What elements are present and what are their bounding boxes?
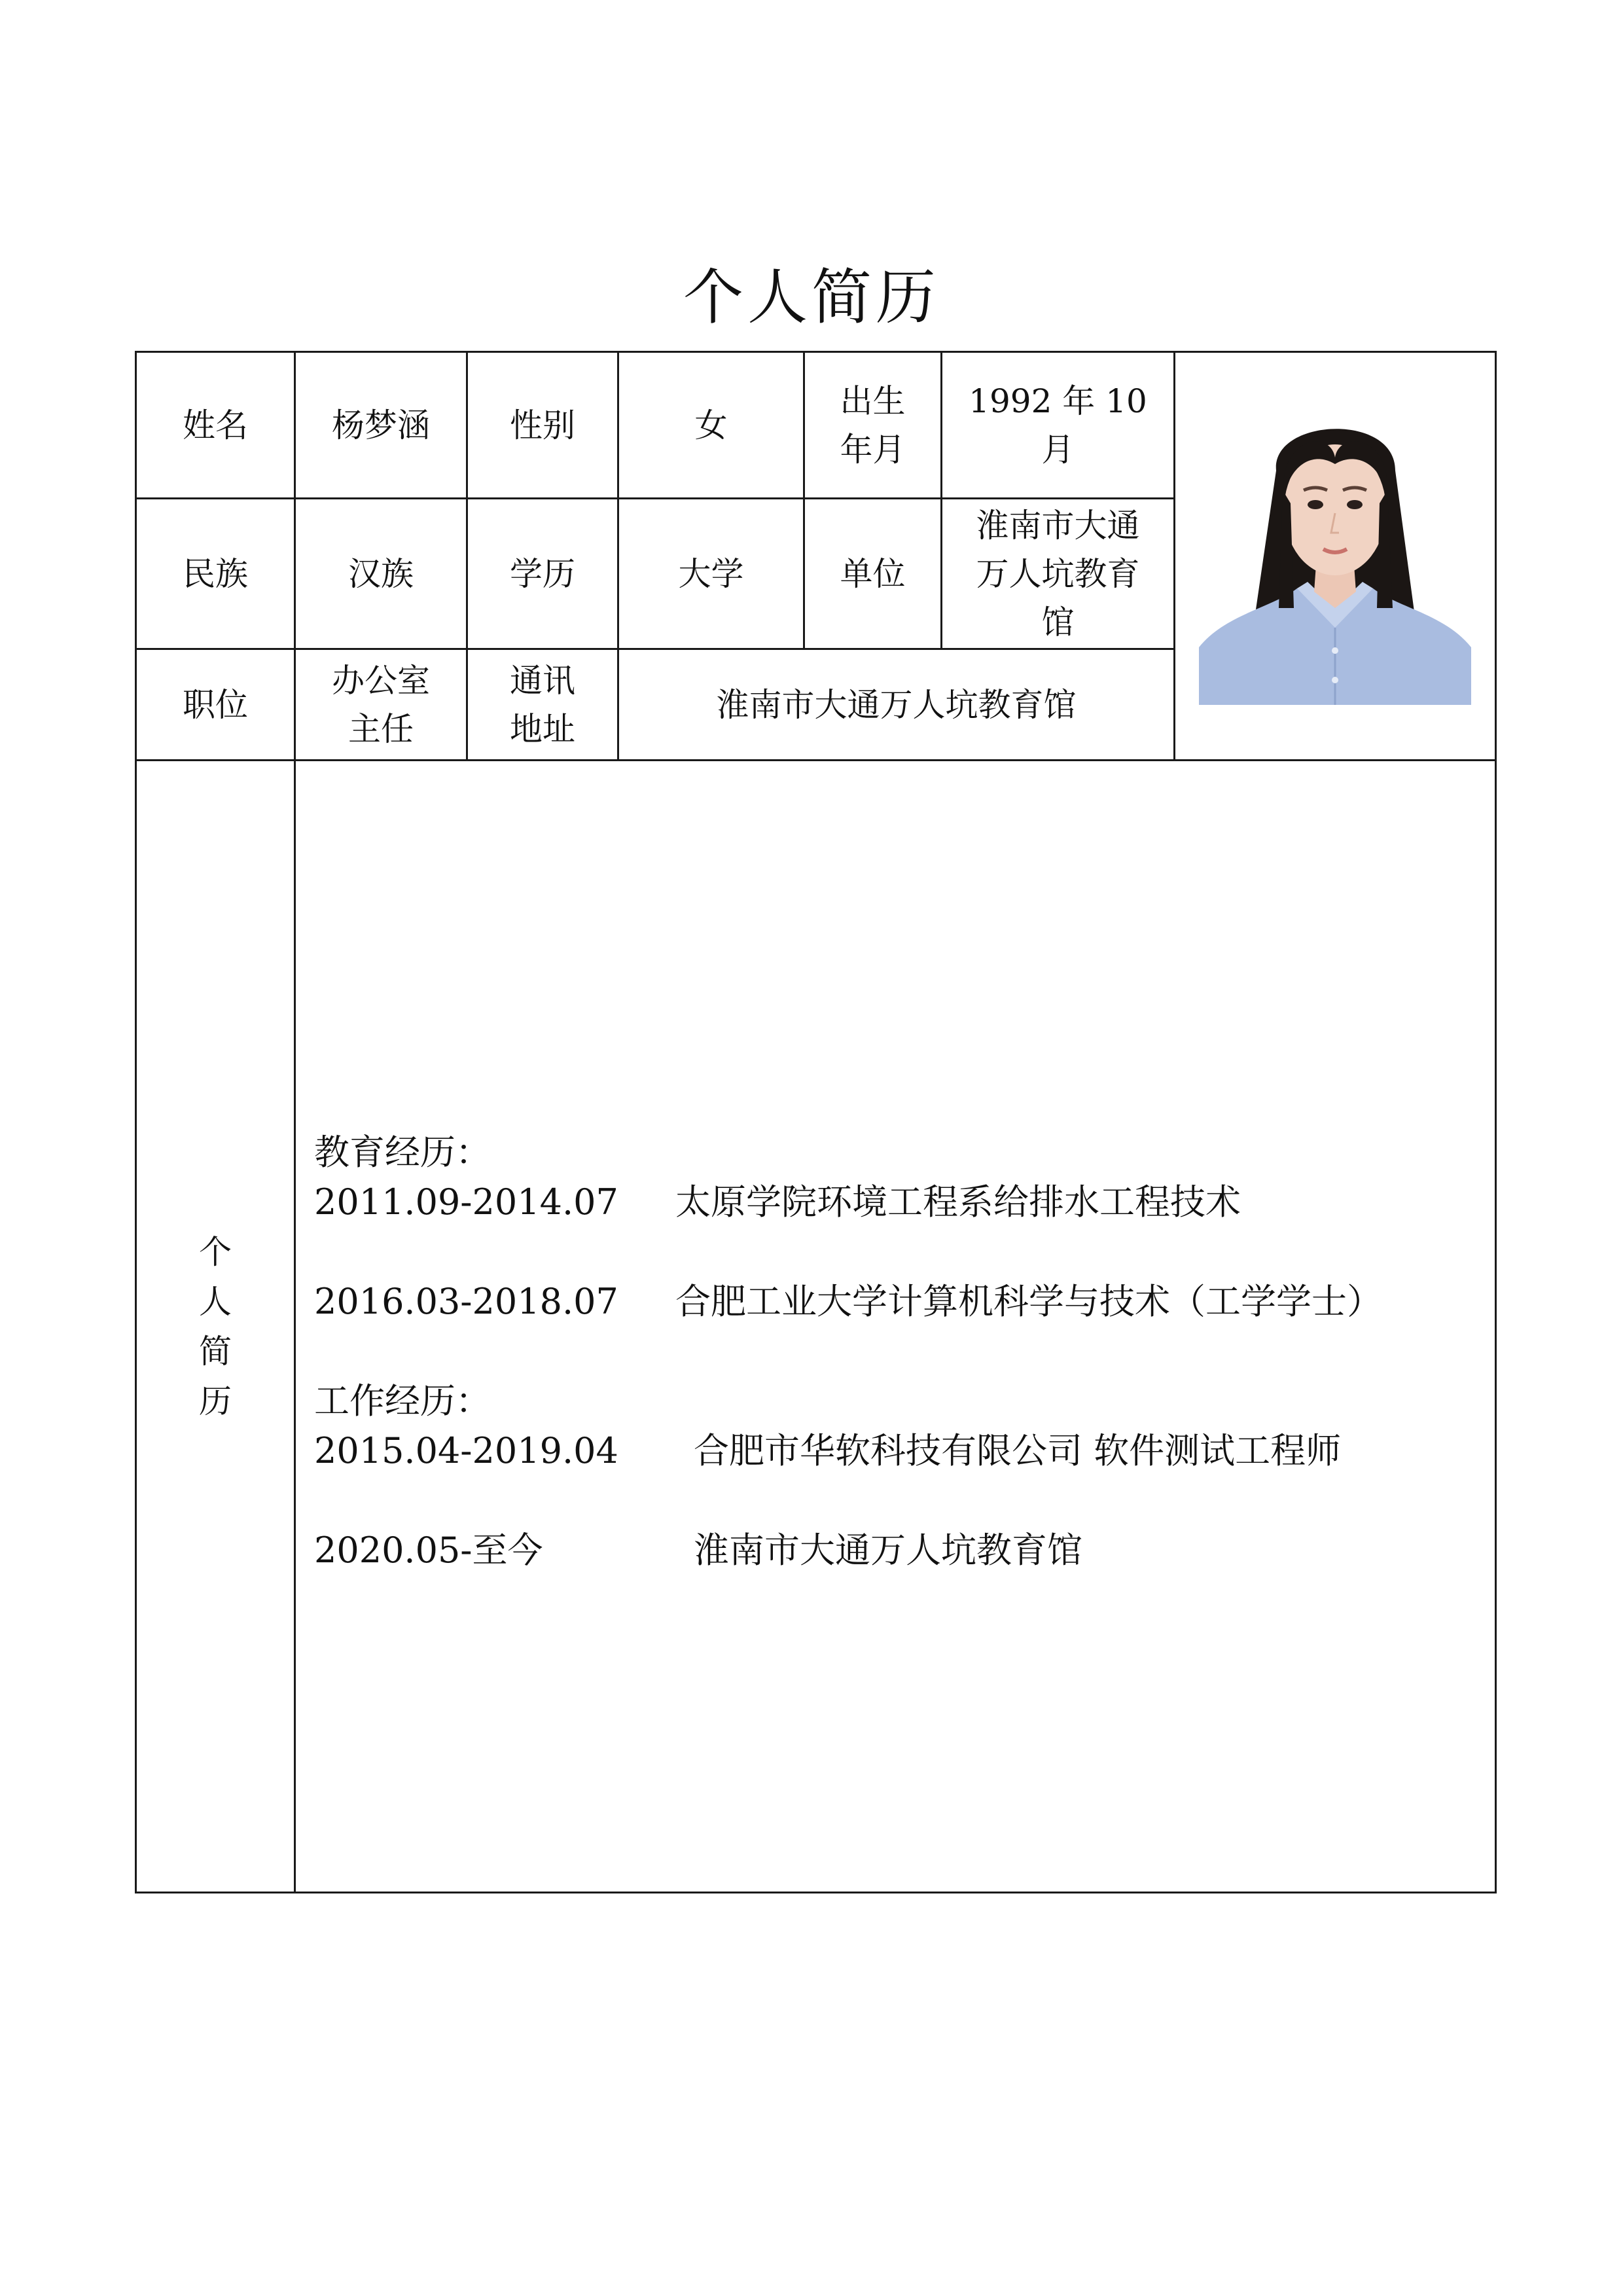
work-description: 淮南市大通万人坑教育馆 xyxy=(694,1530,1082,1571)
education-description: 太原学院环境工程系给排水工程技术 xyxy=(675,1181,1241,1223)
gender-label-text: 性别 xyxy=(510,406,575,444)
portrait-photo xyxy=(1199,392,1471,705)
resume-side-char-4: 历 xyxy=(199,1382,232,1420)
address-label-text: 通讯地址 xyxy=(510,661,575,748)
employer-value-text: 淮南市大通万人坑教育馆 xyxy=(976,506,1140,641)
address-label xyxy=(466,648,619,761)
birth-label xyxy=(803,351,942,499)
portrait-illustration xyxy=(1199,392,1471,705)
position-value-text: 办公室主任 xyxy=(332,661,430,748)
gender-label xyxy=(466,351,619,499)
education-heading: 教育经历： xyxy=(314,1132,491,1173)
work-description: 合肥市华软科技有限公司 软件测试工程师 xyxy=(694,1430,1342,1471)
education-label xyxy=(466,497,619,650)
birth-value-text: 1992 年 10 月 xyxy=(969,382,1147,469)
resume-body xyxy=(294,759,1497,1893)
work-period: 2015.04-2019.04 xyxy=(314,1430,618,1471)
education-entry xyxy=(314,1177,1492,1227)
name-label xyxy=(135,351,296,499)
ethnicity-label xyxy=(135,497,296,650)
resume-side-char-1: 个 xyxy=(199,1232,232,1271)
name-label-text: 姓名 xyxy=(183,406,248,444)
education-period: 2016.03-2018.07 xyxy=(314,1281,618,1322)
position-label-text: 职位 xyxy=(183,685,248,724)
name-value-text: 杨梦涵 xyxy=(332,406,430,444)
employer-label-text: 单位 xyxy=(840,554,906,593)
work-entry xyxy=(314,1426,1492,1476)
employer-value xyxy=(940,497,1175,650)
position-value xyxy=(294,648,468,761)
work-period: 2020.05-至今 xyxy=(314,1530,543,1571)
work-heading: 工作经历： xyxy=(314,1380,491,1422)
address-value xyxy=(617,648,1175,761)
education-value xyxy=(617,497,805,650)
resume-title: 个人简历 xyxy=(683,262,940,332)
resume-side-char-3: 简 xyxy=(199,1332,232,1371)
birth-value xyxy=(940,351,1175,499)
birth-label-text: 出生年月 xyxy=(840,382,906,469)
education-value-text: 大学 xyxy=(678,554,744,593)
ethnicity-label-text: 民族 xyxy=(183,554,248,593)
resume-content xyxy=(314,1128,1492,1575)
address-value-text: 淮南市大通万人坑教育馆 xyxy=(716,685,1077,724)
education-period: 2011.09-2014.07 xyxy=(314,1181,618,1223)
education-description: 合肥工业大学计算机科学与技术（工学学士） xyxy=(675,1281,1382,1322)
education-label-text: 学历 xyxy=(510,554,575,593)
work-entry xyxy=(314,1526,1492,1575)
education-entry xyxy=(314,1277,1492,1327)
photo-cell xyxy=(1173,351,1497,761)
ethnicity-value xyxy=(294,497,468,650)
resume-side-char-2: 人 xyxy=(199,1282,232,1321)
employer-label xyxy=(803,497,942,650)
gender-value xyxy=(617,351,805,499)
ethnicity-value-text: 汉族 xyxy=(348,554,414,593)
resume-side-label xyxy=(135,759,296,1893)
gender-value-text: 女 xyxy=(694,406,728,444)
name-value xyxy=(294,351,468,499)
position-label xyxy=(135,648,296,761)
